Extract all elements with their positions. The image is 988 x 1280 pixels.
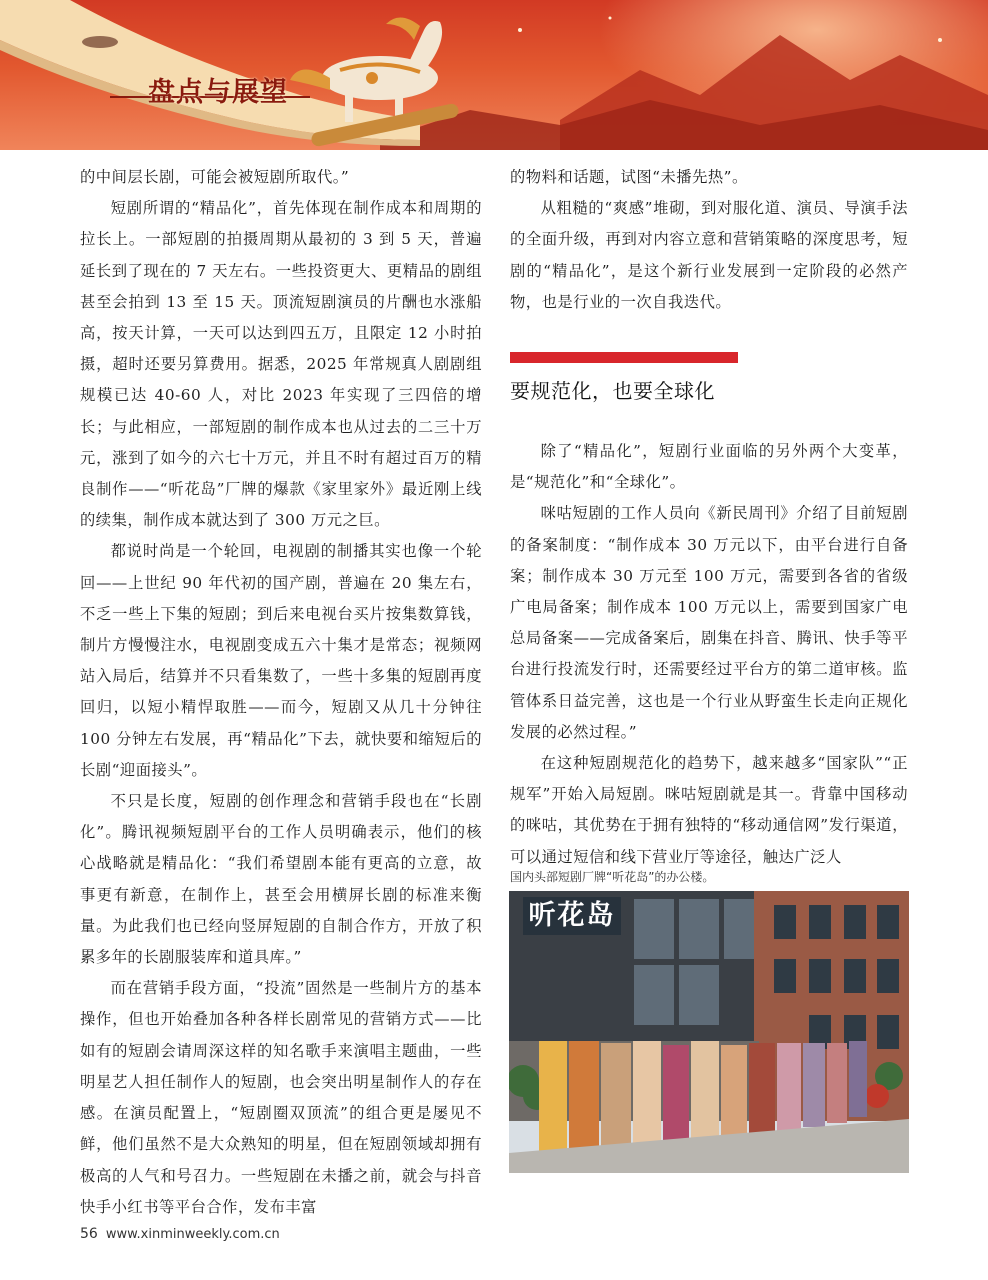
paragraph: 咪咕短剧的工作人员向《新民周刊》介绍了目前短剧的备案制度：“制作成本 30 万元以下，由平台进行自备案；制作成本 30 万元至 100 万元，需要到各省的省级广电局备案；制作成本 100 万元以上，需要到国家广电总局备案——完成备案后，剧集在抖音、腾讯、快手等平台进行投流发行时，还需要经过平台方的第二道审核。监管体系日益完善，这也是一个行业从野蛮生长走向正规化发展的必然过程。” (510, 504, 908, 741)
paragraph: 都说时尚是一个轮回，电视剧的制播其实也像一个轮回——上世纪 90 年代初的国产剧，普遍在 20 集左右，不乏一些上下集的短剧；到后来电视台买片按集数算钱，制片方慢慢注水，电视剧变成五六十集才是常态；视频网站入局后，结算并不只看集数了，一些十多集的短剧再度回归，以短小精悍取胜——而今，短剧又从几十分钟往 100 分钟左右发展，再“精品化”下去，就快要和缩短后的长剧“迎面接头”。 (80, 542, 482, 779)
subheading-accent-bar (510, 352, 738, 363)
website-url: www.xinminweekly.com.cn (105, 1227, 280, 1242)
sparkle (609, 17, 612, 20)
paragraph: 除了“精品化”，短剧行业面临的另外两个大变革，是“规范化”和“全球化”。 (510, 442, 908, 492)
left-column (80, 162, 482, 1223)
sparkle (518, 28, 522, 32)
page-number: 56 (80, 1226, 98, 1242)
paragraph: 在这种短剧规范化的趋势下，越来越多“国家队”“正规军”开始入局短剧。咪咕短剧就是其一。背靠中国移动的咪咕，其优势在于拥有独特的“移动通信网”发行渠道，可以通过短信和线下营业厅等途径，触达广泛人 (510, 754, 908, 866)
subheading: 要规范化，也要全球化 (510, 379, 715, 403)
building-sign: 听花岛 (523, 897, 621, 935)
paragraph: 而在营销手段方面，“投流”固然是一些制片方的基本操作，但也开始叠加各种各样长剧常见的营销方式——比如有的短剧会请周深这样的知名歌手来演唱主题曲，一些明星艺人担任制作人的短剧，也会突出明星制作人的存在感。在演员配置上，“短剧圈双顶流”的组合更是屡见不鲜，他们虽然不是大众熟知的明星，但在短剧领域却拥有极高的人气和号召力。一些短剧在未播之前，就会与抖音快手小红书等平台合作，发布丰富 (80, 979, 482, 1216)
paragraph: 从粗糙的“爽感”堆砌，到对服化道、演员、导演手法的全面升级，再到对内容立意和营销策略的深度思考，短剧的“精品化”，是这个新行业发展到一定阶段的必然产物，也是行业的一次自我迭代。 (510, 199, 908, 311)
header-banner (0, 0, 988, 150)
flying-figure (82, 36, 118, 48)
section-title: 盘点与展望 (148, 77, 288, 108)
office-building-photo (509, 891, 909, 1173)
paragraph: 的物料和话题，试图“未播先热”。 (510, 168, 748, 186)
photo-caption: 国内头部短剧厂牌“听花岛”的办公楼。 (510, 870, 715, 884)
right-column-top (510, 162, 908, 318)
sparkle (938, 38, 942, 42)
page-footer (80, 1226, 280, 1242)
paragraph: 的中间层长剧，可能会被短剧所取代。” (80, 168, 350, 186)
right-column-bottom (510, 436, 908, 873)
paragraph: 短剧所谓的“精品化”，首先体现在制作成本和周期的拉长上。一部短剧的拍摄周期从最初的 3 到 5 天，普遍延长到了现在的 7 天左右。一些投资更大、更精品的剧组甚至会拍到 13 至 15 天。顶流短剧演员的片酬也水涨船高，按天计算，一天可以达到四五万，且限定 12 小时拍摄，超时还要另算费用。据悉，2025 年常规真人剧剧组规模已达 40-60 人，对比 2023 年实现了三四倍的增长；与此相应，一部短剧的制作成本也从过去的二三十万元，涨到了如今的六七十万元，并且不时有超过百万的精良制作——“听花岛”厂牌的爆款《家里家外》最近刚上线的续集，制作成本就达到了 300 万元之巨。 (80, 199, 482, 530)
paragraph: 不只是长度，短剧的创作理念和营销手段也在“长剧化”。腾讯视频短剧平台的工作人员明确表示，他们的核心战略就是精品化：“我们希望剧本能有更高的立意，故事更有新意，在制作上，甚至会用横屏长剧的标准来衡量。为此我们也已经向竖屏短剧的自制合作方，开放了积累多年的长剧服装库和道具库。” (80, 792, 482, 967)
